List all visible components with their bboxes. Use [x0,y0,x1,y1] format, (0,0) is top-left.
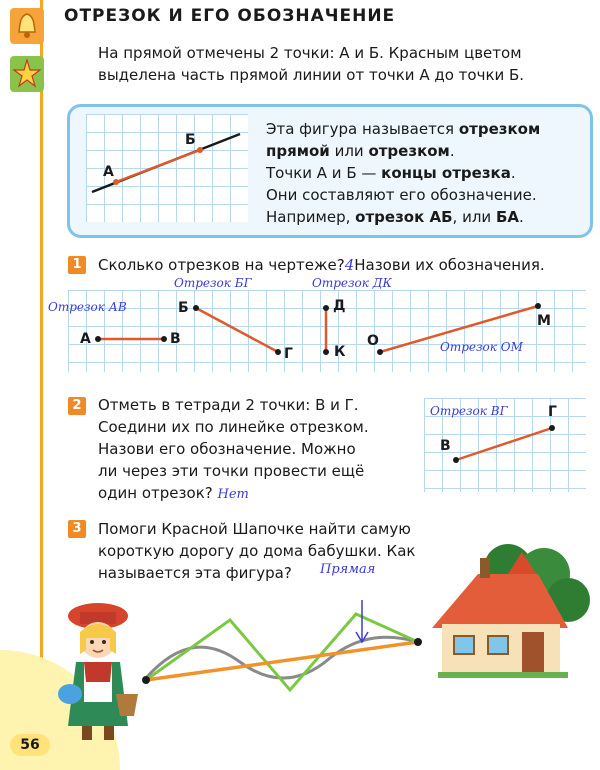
paths-figure [130,600,430,700]
task-1-question: Сколько отрезков на чертеже?4Назови их обозначения. [98,256,545,274]
handwritten-arrow [356,600,368,642]
point-a-label: А [103,164,114,180]
grandmother-house-illustration [418,540,590,680]
wavy-gray-path [146,637,418,678]
point-g-t1: Г [284,346,293,362]
def-line-3: Точки А и Б — концы отрезка. [266,164,516,182]
task-2-line-5: один отрезок? Нет [98,484,249,502]
point-d-t1: Д [333,298,346,314]
point-v-t1: В [170,331,181,347]
point-a-t1: А [80,331,91,347]
point-o-t1: О [367,333,379,349]
task-2-line-1: Отметь в тетради 2 точки: В и Г. [98,396,359,414]
def-line-1: Эта фигура называется отрезком [266,120,541,138]
def-line-2: прямой или отрезком. [266,142,455,160]
segment-bg [196,308,278,352]
handwritten-ab: Отрезок АВ [48,300,127,314]
def-line-5: Например, отрезок АБ, или БА. [266,208,524,226]
handwritten-straight: Прямая [320,562,376,577]
task-1-segments [68,290,586,372]
intro-line-1: На прямой отмечены 2 точки: А и Б. Красным цветом [98,44,522,62]
point-b-t1: Б [178,300,189,316]
task-2-line-3: Назови его обозначение. Можно [98,440,356,458]
page-number: 56 [10,734,50,756]
def-line-4: Они составляют его обозначение. [266,186,537,204]
handwritten-dk: Отрезок ДК [312,276,392,290]
handwritten-om: Отрезок ОМ [440,340,523,354]
task-2-line-2: Соедини их по линейке отрезком. [98,418,369,436]
task-2-badge: 2 [68,397,86,415]
bell-icon [10,8,44,44]
task-3-badge: 3 [68,520,86,538]
point-m-t1: М [537,313,551,329]
task-3-line-2: короткую дорогу до дома бабушки. Как [98,542,416,560]
task-3-line-1: Помоги Красной Шапочке найти самую [98,520,411,538]
task-3-line-3: называется эта фигура? [98,564,292,582]
zigzag-green-path [146,614,418,690]
margin-line [40,0,43,770]
point-g-t2: Г [548,404,557,420]
point-k-t1: К [334,344,346,360]
point-v-t2: В [440,438,451,454]
page-title: ОТРЕЗОК И ЕГО ОБОЗНАЧЕНИЕ [64,6,396,26]
bell-tab [10,8,44,44]
handwritten-vg: Отрезок ВГ [430,404,508,418]
intro-line-2: выделена часть прямой линии от точки А до точки Б. [98,66,525,84]
handwritten-bg: Отрезок БГ [174,276,252,290]
star-tab [10,56,44,92]
point-b-label: Б [185,132,196,148]
star-icon [10,56,44,92]
task-2-line-4: ли через эти точки провести ещё [98,462,365,480]
task-1-badge: 1 [68,256,86,274]
